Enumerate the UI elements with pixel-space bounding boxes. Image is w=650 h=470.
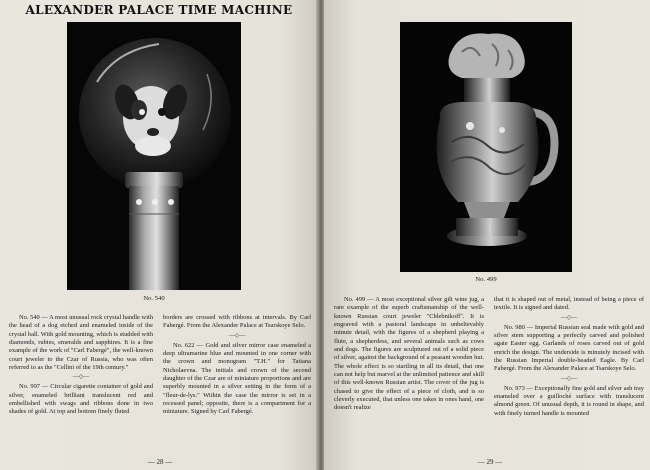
photo-dog-handle [67, 22, 241, 290]
dog-handle-image [67, 22, 241, 290]
item-622-text: No. 622 — Gold and silver mirror case enameled a deep ultramarine blue and mounted in one corner with the crown and monogram "T.H." for Tatiana Nicholaevna. The initials and crown of the second daughter of the Czar are of miniature proportions and are superbly mounted in a silver setting in the form of a "fleur-de-lys." Within the case the mirror is set in a recessed panel; opposite, there is a compartment for a miniature. Signed by Carl Fabergé. [163, 341, 311, 416]
left-column-2 [163, 314, 311, 417]
item-499-text: No. 499 — A most exceptional silver gilt wine jug, a rare example of the superb craftsmanship of the well-known Russian court jeweler "Chlebnikoff". It is engraved with a pastoral landscape in unbelievably minute detail, with the figures of a shepherd playing a flute, a shepherdess, and several animals such as cows and dogs. The figures are sculptured out of a solid piece of silver, against the background of a peasant wooden hut. The whole effect is so startling in all its detail, that one can not help but marvel at the unlimited patience and skill of this well-known Russian artist. The cover of the jug is chased to give the effect of a piece of cloth, and is so cleverly executed, that unless one takes in ones hand, one doesn't realize [334, 296, 484, 412]
ornament-divider: —◇— [228, 332, 246, 339]
page-number-right: — 29 — [477, 458, 503, 466]
wine-jug-image [400, 22, 572, 272]
right-column-2 [494, 296, 644, 418]
item-997-continued: borders are crossed with ribbons at intervals. By Carl Fabergé. From the Alexander Palace at Tsarskoye Selo. [163, 314, 311, 330]
ornament-divider: —◇— [72, 374, 90, 381]
item-499-continued: that it is shaped out of metal, instead of being a piece of textile. It is signed and dated. [494, 296, 644, 312]
right-page [324, 0, 650, 470]
ornament-divider: —◇— [560, 375, 578, 382]
item-540-text: No. 540 — A most unusual rock crystal handle with the head of a dog etched and enameled inside of the crystal ball. With gold mounting, which is studded with diamonds, rubies, emeralds and sapphires. It is a fine example of the work of "Carl Fabergé", the well-known court jeweler to the Czar of Russia, who was often referred to as the "Cellini of the 19th century." [9, 314, 153, 372]
running-head: ALEXANDER PALACE TIME MACHINE [25, 3, 293, 17]
item-980-text: No. 980 — Imperial Russian seal made with gold and silver stem supporting a perfectly carved and polished agate Easter egg. Garlands of roses carved out of gold enrich the design. The underside is minutely incised with the Russian Imperial double-headed Eagle. By Carl Fabergé. From the Alexander Palace at Tsarskoye Selo. [494, 323, 644, 373]
photo-wine-jug [400, 22, 572, 272]
item-997-text: No. 997 — Circular cigarette container of gold and silver, enameled brilliant translucent red and embellished with swags and ribbons done in two shades of gold. At top and bottom finely fluted [9, 383, 153, 416]
left-column-1 [9, 314, 153, 417]
right-column-1 [334, 296, 484, 413]
photo-caption: No. 540 [143, 295, 165, 302]
ornament-divider: —◇— [560, 314, 578, 321]
left-page [0, 0, 318, 470]
page-number-left: — 28 — [147, 458, 173, 466]
photo-caption: No. 499 [475, 276, 497, 283]
item-973-text: No. 973 — Exceptionally fine gold and silver ash tray enameled over a guilloché surface with translucent almond green. Of unusual depth, it is round in shape, and with finely turned handle is mounted [494, 384, 644, 417]
